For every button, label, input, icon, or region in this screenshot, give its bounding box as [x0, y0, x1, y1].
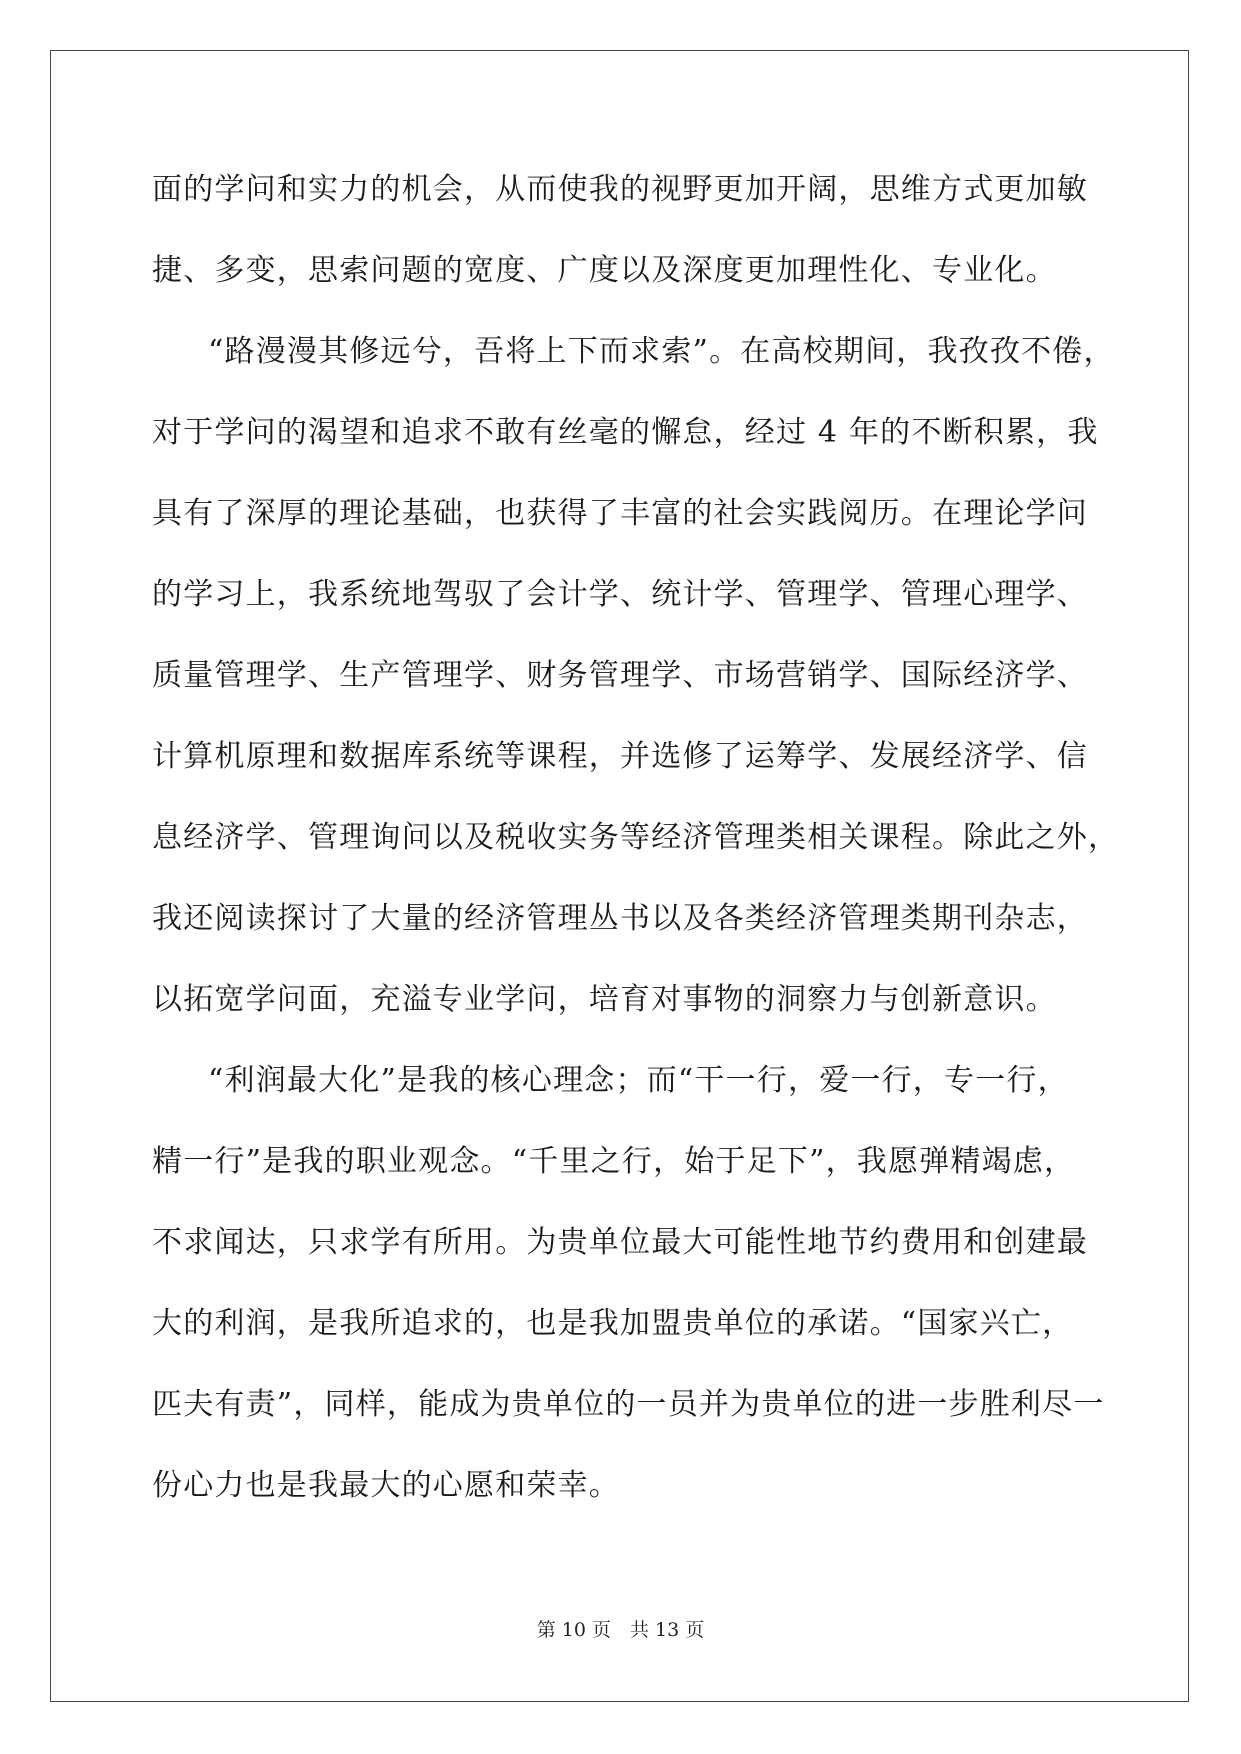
text-line-3: “路漫漫其修远兮，吾将上下而求索”。在高校期间，我孜孜不倦， [208, 334, 1115, 369]
text-line-6: 的学习上，我系统地驾驭了会计学、统计学、管理学、管理心理学、 [152, 577, 1088, 612]
text-line-13: 精一行”是我的职业观念。“千里之行，始于足下”，我愿弹精竭虑， [152, 1144, 1076, 1179]
text-line-5: 具有了深厚的理论基础，也获得了丰富的社会实践阅历。在理论学问 [152, 496, 1088, 531]
document-body [152, 163, 1120, 1540]
text-line-9: 息经济学、管理询问以及税收实务等经济管理类相关课程。除此之外， [152, 820, 1120, 855]
text-line-12: “利润最大化”是我的核心理念；而“干一行，爱一行，专一行， [208, 1063, 1069, 1098]
text-line-8: 计算机原理和数据库系统等课程，并选修了运筹学、发展经济学、信 [152, 739, 1088, 774]
text-line-4: 对于学问的渴望和追求不敢有丝毫的懈怠，经过 4 年的不断积累，我 [152, 415, 1099, 450]
text-line-15: 大的利润，是我所追求的，也是我加盟贵单位的承诺。“国家兴亡， [152, 1306, 1074, 1341]
text-line-1: 面的学问和实力的机会，从而使我的视野更加开阔，思维方式更加敏 [152, 172, 1088, 207]
text-line-17: 份心力也是我最大的心愿和荣幸。 [152, 1468, 620, 1503]
text-line-10: 我还阅读探讨了大量的经济管理丛书以及各类经济管理类期刊杂志， [152, 901, 1088, 936]
text-line-14: 不求闻达，只求学有所用。为贵单位最大可能性地节约费用和创建最 [152, 1225, 1088, 1260]
page-number-footer: 第 10 页 共 13 页 [536, 1619, 705, 1641]
text-line-11: 以拓宽学问面，充溢专业学问，培育对事物的洞察力与创新意识。 [152, 982, 1057, 1017]
text-line-2: 捷、多变，思索问题的宽度、广度以及深度更加理性化、专业化。 [152, 253, 1057, 288]
text-line-16: 匹夫有责”，同样，能成为贵单位的一员并为贵单位的进一步胜利尽一 [152, 1387, 1105, 1422]
text-line-7: 质量管理学、生产管理学、财务管理学、市场营销学、国际经济学、 [152, 658, 1088, 693]
